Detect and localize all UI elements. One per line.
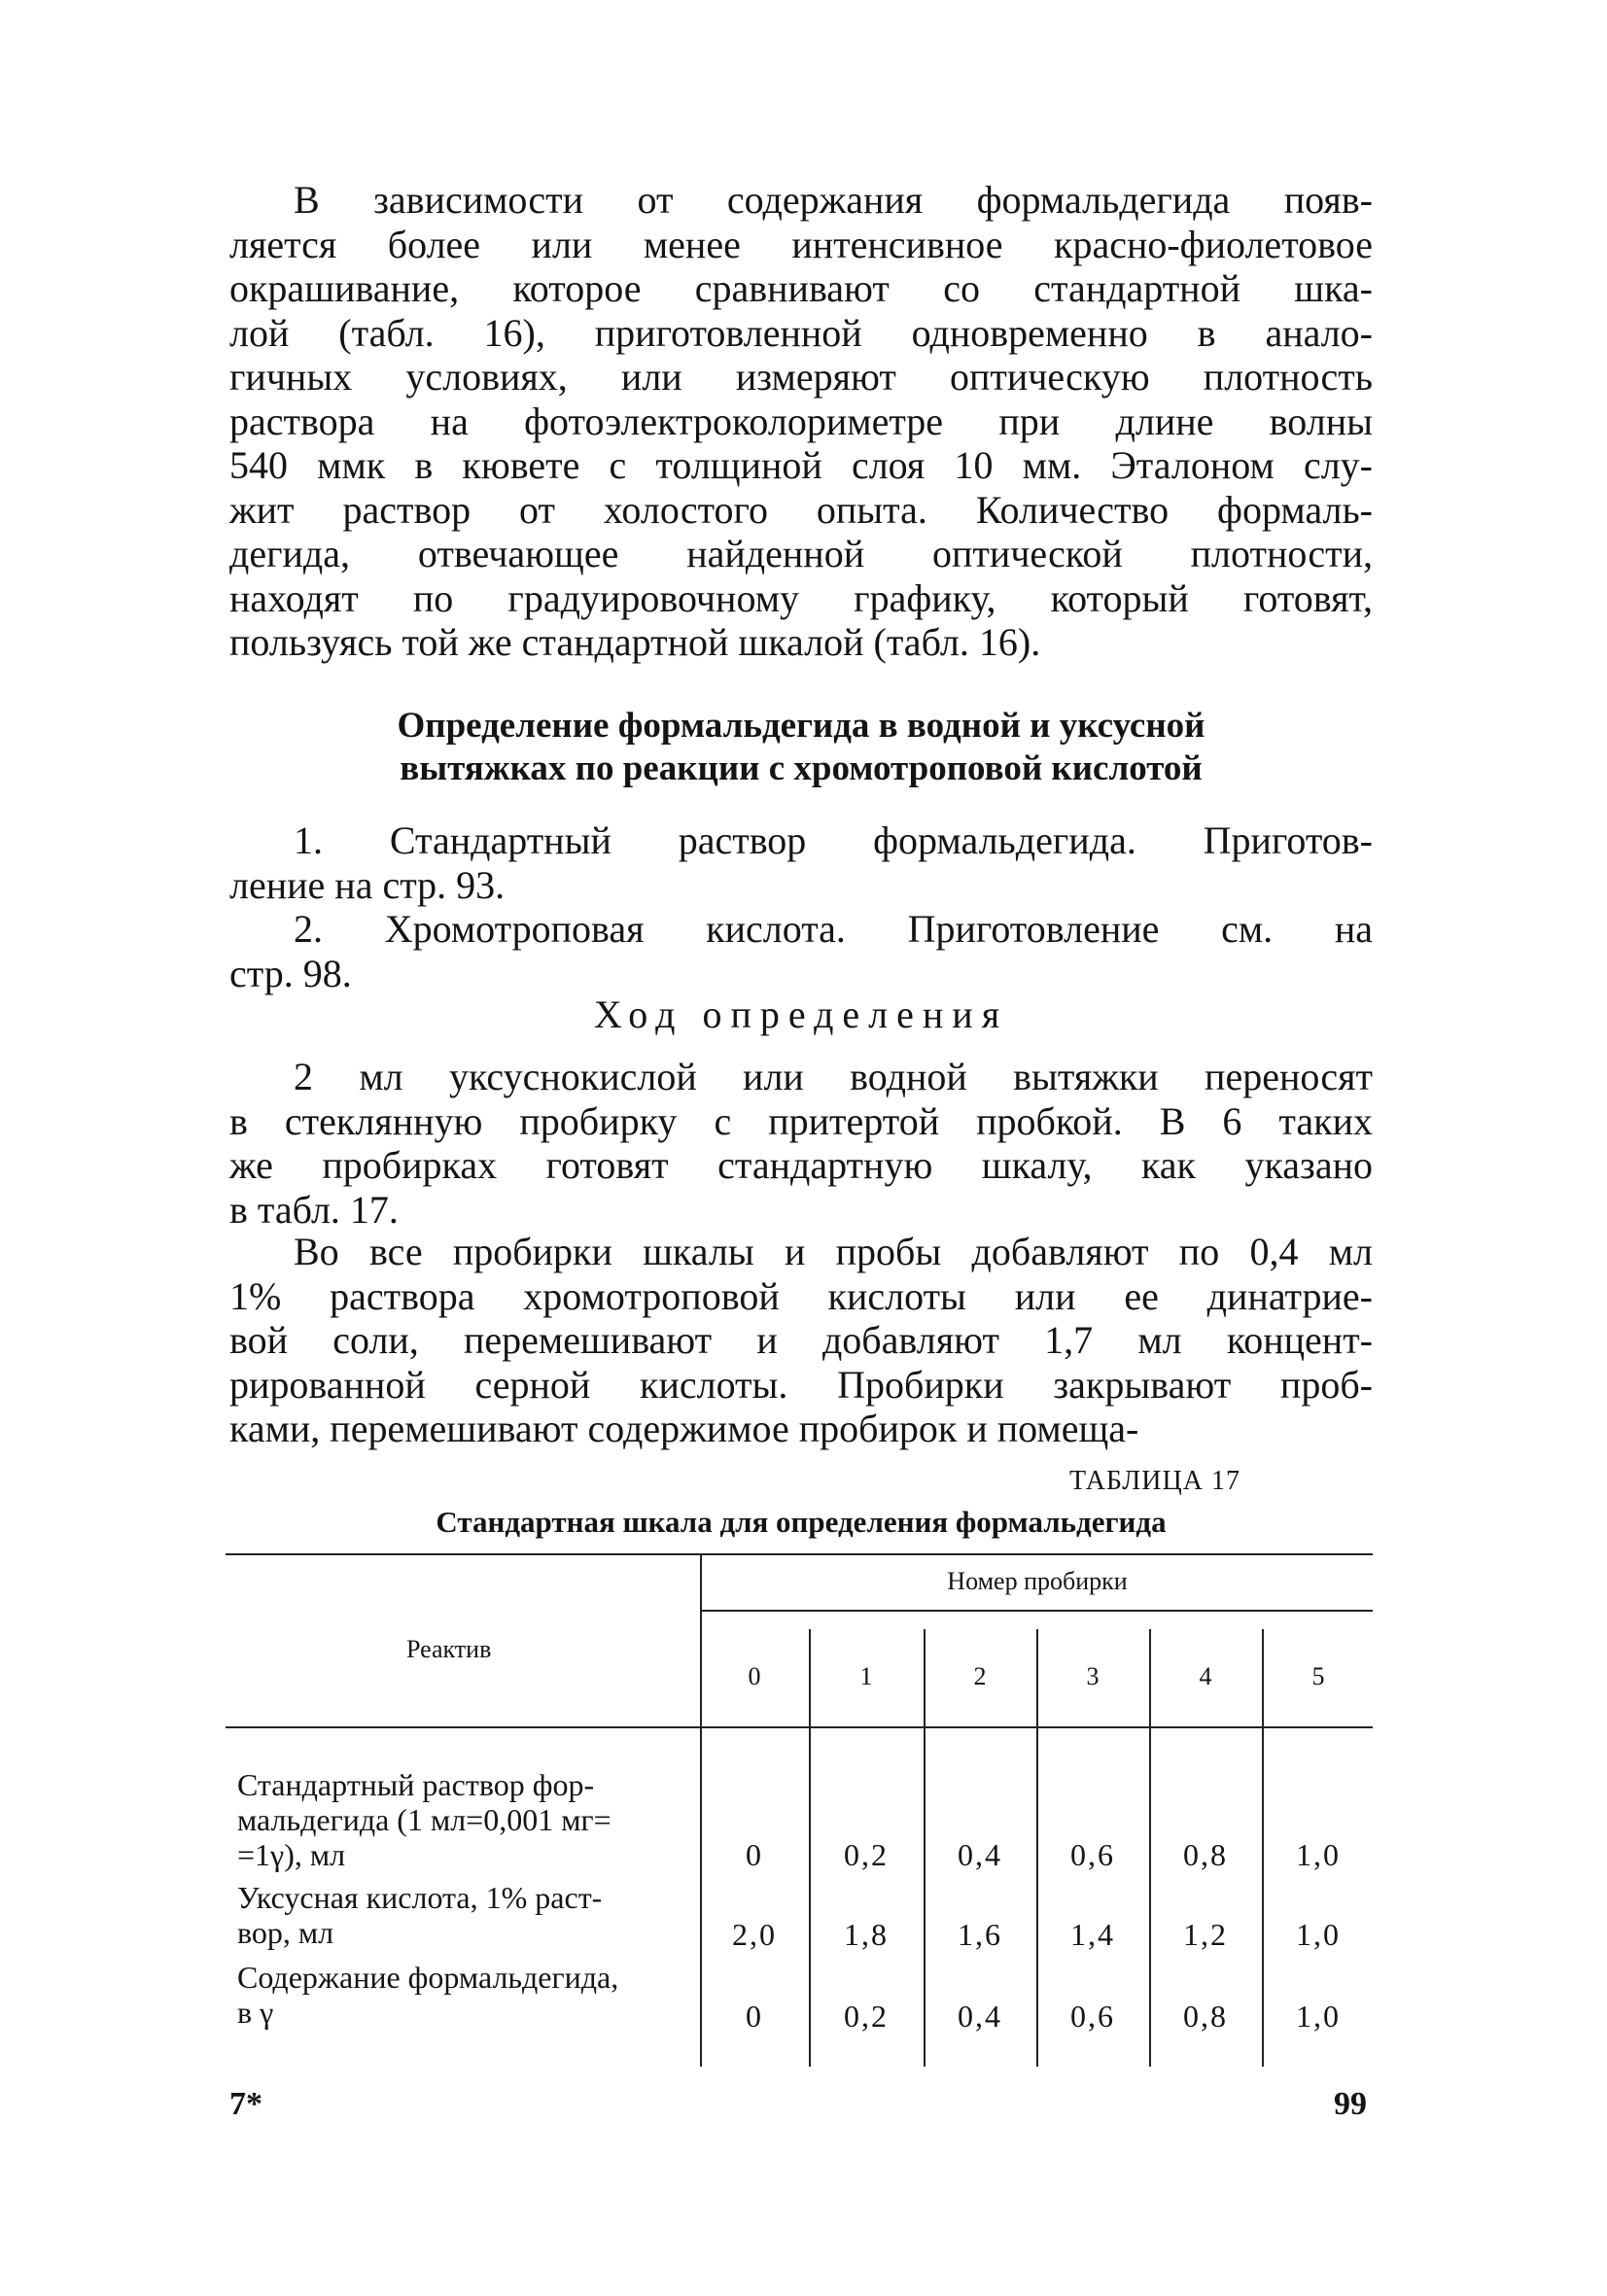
text-line: раствора на фотоэлектроколориметре при длине волны — [229, 399, 1373, 443]
reagent-item-1 — [229, 818, 1373, 907]
table-cell-value: 1,0 — [1296, 1917, 1341, 1952]
text-line: В зависимости от содержания формальдегида появ- — [294, 178, 1373, 222]
text-line: в стеклянную пробирку с притертой пробкой. В 6 таких — [229, 1098, 1373, 1143]
tube-number-header: 5 — [1311, 1662, 1325, 1690]
table-title: Стандартная шкала для определения формальдегида — [436, 1505, 1167, 1539]
table-label-column-divider — [700, 1553, 702, 2067]
table-cell-value: 0,2 — [844, 1999, 889, 2034]
table-cell-value: 0,4 — [958, 1837, 1002, 1872]
tube-number-header: 2 — [973, 1662, 987, 1690]
paragraph-body — [229, 1230, 1373, 1451]
paragraph-body — [229, 1055, 1373, 1232]
table-group-header-rule — [702, 1610, 1373, 1612]
table-column-divider — [809, 1629, 811, 2067]
reagent-item-2 — [229, 907, 1373, 995]
table-cell-value: 1,8 — [844, 1917, 889, 1952]
page-number: 99 — [1334, 2086, 1367, 2122]
signature-mark: 7* — [229, 2086, 262, 2122]
table-row-label — [237, 1880, 694, 1950]
table-column-divider — [1262, 1629, 1264, 2067]
reagent-item-2-line-2: стр. 98. — [229, 951, 352, 995]
table-cell-value: 1,2 — [1183, 1917, 1228, 1952]
reagent-item-2-line-1: 2. Хромотроповая кислота. Приготовление см. на — [294, 907, 1373, 951]
paragraph-procedure-continued — [229, 1230, 1373, 1451]
text-line: вой соли, перемешивают и добавляют 1,7 мл концент- — [229, 1318, 1373, 1362]
text-line: 2 мл уксуснокислой или водной вытяжки переносят — [294, 1055, 1373, 1098]
table-row-label — [237, 1767, 694, 1872]
table-number-label: ТАБЛИЦА 17 — [1069, 1466, 1240, 1496]
table-row-label-line: =1γ), мл — [237, 1837, 346, 1872]
reagent-item-1-line-2: ление на стр. 93. — [229, 862, 506, 907]
table-cell-value: 0 — [746, 1999, 763, 2034]
table-cell-value: 0,2 — [844, 1837, 889, 1872]
table-cell-value: 0,8 — [1183, 1999, 1228, 2034]
section-heading-line-1: Определение формальдегида в водной и уксусной — [397, 706, 1205, 746]
table-cell-value: 1,4 — [1070, 1917, 1115, 1952]
table-row-label-line: мальдегида (1 мл=0,001 мг= — [237, 1802, 611, 1837]
text-line: лой (табл. 16), приготовленной одновременно в анало- — [229, 310, 1373, 355]
text-line: Во все пробирки шкалы и пробы добавляют по 0,4 мл — [294, 1230, 1373, 1273]
table-header-bottom-rule — [226, 1726, 1373, 1728]
text-line: 1% раствора хромотроповой кислоты или ее динатрие- — [229, 1273, 1373, 1318]
table-row-label-line: вор, мл — [237, 1915, 334, 1950]
table-cell-value: 1,0 — [1296, 1837, 1341, 1872]
table-cell-value: 0,6 — [1070, 1837, 1115, 1872]
paragraph-formaldehyde-coloration — [229, 178, 1373, 665]
text-line: ляется более или менее интенсивное красно-фиолетовое — [229, 222, 1373, 266]
tube-number-header: 1 — [859, 1662, 873, 1690]
table-row-label-line: в γ — [237, 1995, 274, 2030]
table-cell-value: 1,6 — [958, 1917, 1002, 1952]
table-cell-value: 0 — [746, 1837, 763, 1872]
reagent-item-1-line-1: 1. Стандартный раствор формальдегида. Приготов- — [294, 818, 1373, 862]
table-cell-value: 1,0 — [1296, 1999, 1341, 2034]
tube-number-header: 0 — [748, 1662, 761, 1690]
text-line: рированной серной кислоты. Пробирки закрывают проб- — [229, 1362, 1373, 1407]
section-heading-line-2: вытяжках по реакции с хромотроповой кислотой — [400, 748, 1203, 788]
paragraph-body — [229, 178, 1373, 665]
tube-number-group-header: Номер пробирки — [947, 1567, 1128, 1595]
table-cell-value: 0,8 — [1183, 1837, 1228, 1872]
table-top-rule — [226, 1553, 1373, 1555]
text-line: жит раствор от холостого опыта. Количество формаль- — [229, 487, 1373, 532]
table-column-divider — [1149, 1629, 1151, 2067]
table-column-divider — [1036, 1629, 1038, 2067]
section-heading — [229, 705, 1373, 790]
text-line: дегида, отвечающее найденной оптической плотности, — [229, 532, 1373, 575]
text-line: гичных условиях, или измеряют оптическую плотность — [229, 355, 1373, 399]
table-row-label-line: Содержание формальдегида, — [237, 1960, 619, 1995]
reagents-list — [229, 818, 1373, 995]
paragraph-procedure-start — [229, 1055, 1373, 1232]
text-line: 540 ммк в кювете с толщиной слоя 10 мм. Эталоном слу- — [229, 443, 1373, 487]
procedure-heading: Ход определения — [593, 992, 1009, 1036]
table-row-label — [237, 1960, 694, 2030]
reagent-column-header: Реактив — [406, 1635, 492, 1663]
table-cell-value: 2,0 — [732, 1917, 777, 1952]
table-cell-value: 0,6 — [1070, 1999, 1115, 2034]
text-line: ками, перемешивают содержимое пробирок и помеща- — [229, 1407, 1139, 1450]
text-line: же пробирках готовят стандартную шкалу, как указано — [229, 1143, 1373, 1187]
table-row-label-line: Стандартный раствор фор- — [237, 1767, 595, 1802]
table-row-label-line: Уксусная кислота, 1% раст- — [237, 1880, 603, 1915]
tube-number-header: 3 — [1086, 1662, 1100, 1690]
tube-number-header: 4 — [1199, 1662, 1212, 1690]
standard-scale-table — [226, 1553, 1373, 2067]
table-column-divider — [924, 1629, 926, 2067]
text-line: окрашивание, которое сравнивают со стандартной шка- — [229, 266, 1373, 310]
table-cell-value: 0,4 — [958, 1999, 1002, 2034]
text-line: в табл. 17. — [229, 1187, 399, 1232]
text-line: пользуясь той же стандартной шкалой (табл. 16). — [229, 620, 1041, 664]
text-line: находят по градуировочному графику, который готовят, — [229, 575, 1373, 620]
